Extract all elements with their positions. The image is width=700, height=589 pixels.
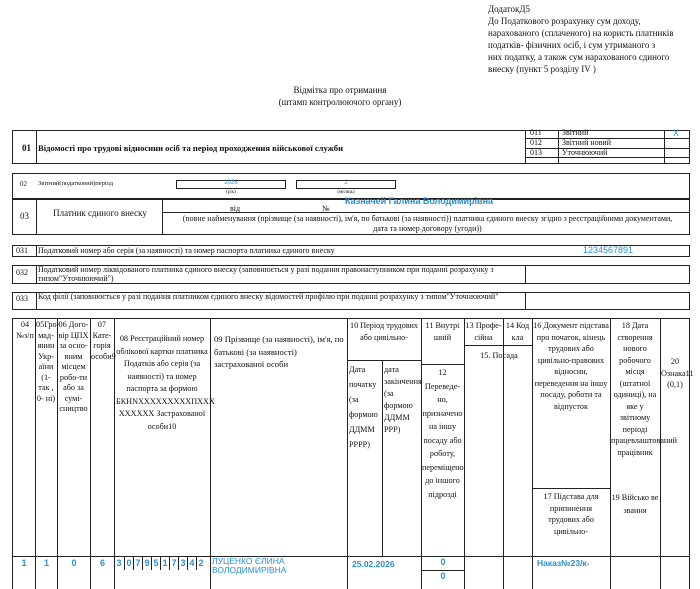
header-18: 18 Дата створення нового робочого місця (штатної одиниці), на яке у звітному періоді працевлаштований працівник xyxy=(611,321,678,457)
header-19: 19 Військо ве звання xyxy=(611,493,659,515)
option-012-label[interactable]: Звітний новий xyxy=(562,138,611,147)
header-10: 10 Період трудових або цивільно- xyxy=(349,321,419,342)
id-digit[interactable]: 0 xyxy=(126,558,132,568)
header-15: 15. Посада xyxy=(480,351,518,360)
option-011-label[interactable]: Звітний xyxy=(562,128,589,137)
receipt-subtitle: (штамп контролюючого органу) xyxy=(278,97,402,107)
row-032-label: Податковий номер ліквідованого платника єдиного внеску (заповнюється у разі подання правонаступником при поданні розрахунку з типом"Уточнюючий") xyxy=(38,265,494,283)
row-033-code: 033 xyxy=(16,294,28,303)
row-internal[interactable]: 0 xyxy=(440,557,446,567)
id-digit[interactable]: 3 xyxy=(180,558,186,568)
section-01-title: Відомості про трудові відносини осіб та період проходження військової служби xyxy=(38,143,344,153)
header-06: 06 Дого-вір ЦПХ за осно-вним місцем робо-ти або за сумі-сництво xyxy=(58,320,89,413)
header-17: 17 Підстава для припинення трудових або цивільно- xyxy=(543,492,599,536)
month-caption: (місяць) xyxy=(337,190,355,195)
option-012-code: 012 xyxy=(530,138,542,147)
row-citizen[interactable]: 1 xyxy=(43,558,49,568)
year-value: 2026 xyxy=(224,180,238,186)
header-09: 09 Прізвище (за наявності), ім'я, по батькові (за наявності) застрахованої особи xyxy=(214,334,344,369)
id-digit[interactable]: 3 xyxy=(116,558,122,568)
header-14: 14 Код кла xyxy=(505,321,530,342)
id-digit[interactable]: 1 xyxy=(162,558,168,568)
header-05: 05Гро-мад-янин Укр-аїни (1- так , 0- ні) xyxy=(36,320,60,403)
year-caption: (рік) xyxy=(226,190,236,195)
section-03-label: Платник єдиного внеску xyxy=(53,208,147,218)
row-start-date[interactable]: 25.02.2026 xyxy=(352,559,395,569)
option-013-label[interactable]: Уточнюючий xyxy=(562,148,608,157)
receipt-title: Відмітка про отримання xyxy=(293,85,387,95)
row-031-code: 031 xyxy=(16,246,28,255)
row-032-code: 032 xyxy=(16,268,28,277)
section-02-label: Звітний(податковий)період xyxy=(38,180,114,187)
annex-line: них податку, а також сум нарахованого єдиного xyxy=(488,52,670,62)
row-transferred[interactable]: 0 xyxy=(440,571,446,581)
month-value: 2 xyxy=(344,180,348,186)
id-digit[interactable]: 9 xyxy=(144,558,150,568)
col-vid: від xyxy=(230,204,241,213)
header-16: 16 Документ підстава про початок, кінець трудових або цивільно-правових відносин, переведення на іншу посаду, роботи та відпусток xyxy=(533,321,609,411)
row-fio[interactable]: ЛУЦЕНКО ЄЛИНА ВОЛОДИМИРІВНА xyxy=(212,556,287,575)
header-20: 20 Ознака11 (0,1) xyxy=(661,357,694,389)
header-11: 11 Внутрі шній xyxy=(425,321,460,342)
payer-name[interactable]: Казначей Галина Володимирівна xyxy=(345,196,494,206)
section-03-note: (повне найменування (прізвище (за наявності), ім'я, по батькові (за наявності)) платника єдиного внеску згідно з реєстраційними документами, дата та номер договору (угоди)) xyxy=(182,214,673,233)
header-12: 12 Переведе-но, призначено на іншу посаду або роботу, переміщено до іншого підрозді xyxy=(422,368,464,499)
section-02-code: 02 xyxy=(20,180,27,188)
row-category[interactable]: 6 xyxy=(99,558,105,568)
annex-header xyxy=(488,3,693,75)
annex-number: ДодатокД5 xyxy=(488,4,531,14)
header-07: 07 Кате-горія особи9 xyxy=(91,320,116,361)
id-digit[interactable]: 4 xyxy=(189,558,195,568)
option-013-code: 013 xyxy=(530,148,542,157)
id-digit[interactable]: 7 xyxy=(171,558,177,568)
header-10a: Дата початку (за формою ДДММ РРРР) xyxy=(349,365,378,449)
col-no: № xyxy=(322,204,330,213)
option-011-mark[interactable]: X xyxy=(673,128,680,138)
row-document[interactable]: Наказ№23/к- xyxy=(537,558,590,568)
header-04: 04 №з/п xyxy=(16,320,34,340)
row-031-value[interactable]: 1234567891 xyxy=(583,245,634,255)
option-011-code: 011 xyxy=(530,128,542,137)
section-03-code: 03 xyxy=(20,211,29,221)
row-number[interactable]: 1 xyxy=(21,558,27,568)
id-digit[interactable]: 2 xyxy=(198,558,204,568)
row-031-label: Податковий номер або серія (за наявності) та номер паспорта платника єдиного внеску xyxy=(38,246,335,255)
header-13: 13 Профе-сійна xyxy=(465,321,502,342)
header-08: 08 Реєстраційний номер облікової картки платника Податків або серія (за наявності) та номер паспорта за формою БКНNXXXXXXXXXПХХХ XXXXXX Застрахованої особи10 xyxy=(116,334,215,431)
receipt-stamp xyxy=(240,84,440,108)
id-digit[interactable]: 7 xyxy=(135,558,141,568)
annex-line: нарахованого (сплаченого) на користь платників xyxy=(488,28,674,38)
header-10b: дата закінчення (за формою ДДММ РРР) xyxy=(384,365,422,434)
section-01-code: 01 xyxy=(22,143,31,153)
annex-line: До Податкового розрахунку сум доходу, xyxy=(488,16,641,26)
annex-line: податків- фізичних осіб, і сум утриманого з xyxy=(488,40,656,50)
row-contract[interactable]: 0 xyxy=(71,558,77,568)
id-digit[interactable]: 5 xyxy=(153,558,159,568)
row-033-label: Код філії (заповнюється у разі подання платником єдиного внеску відомостей профілю при поданні розрахунку з типом"Уточнюючий" xyxy=(38,292,499,301)
annex-line: внеску (пункт 5 розділу IV ) xyxy=(488,64,596,74)
